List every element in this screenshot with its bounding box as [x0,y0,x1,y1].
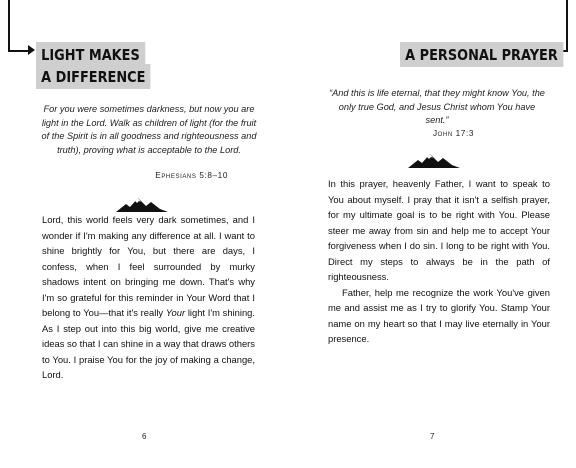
scripture-reference: Ephesians 5:8–10 [155,171,228,180]
mountain-range-icon [116,196,168,212]
page-number: 6 [142,432,147,441]
page-title-line2: A DIFFERENCE [36,64,151,89]
right-page [288,0,576,468]
prayer-paragraph-1: In this prayer, heavenly Father, I want to speak to You about myself. I pray that it isn't a selfish prayer, for my ultimate goal is to be right with You. Please steer me away from sin and help me to accept Your forgiveness when I do sin. I long to be right with You. Direct my steps to always be in the path of righteousness. [328,178,550,282]
prayer-body [328,176,550,347]
scripture-quote: “And this is life eternal, that they might know You, the only true God, and Jesus Christ whom You have sent.” [329,88,545,126]
emphasis-word: Your [165,307,186,318]
scripture-reference: John 17:3 [432,129,474,138]
mountain-range-icon [408,152,460,168]
prayer-body [42,212,255,383]
prayer-paragraph [42,212,255,383]
page-title-line1: LIGHT MAKES [36,42,145,67]
prayer-paragraph-2: Father, help me recognize the work You've given me and assist me as I try to glorify You. Stamp Your name on my heart so that I may live eternally in Your presence. [328,286,550,344]
prayer-text-part1: Lord, this world feels very dark sometimes, and I wonder if I'm making any difference at all. I want to shine brightly for You, but there are days, I confess, when I feel surrounded by murky shadows intent on bringing me down. That's why I'm so grateful for this reminder in Your Word that I belong to You—that it's really [42,214,255,318]
corner-arrow-icon [8,0,30,52]
page-number: 7 [430,432,435,441]
page-title: A PERSONAL PRAYER [400,42,563,67]
prayer-text-part2: light I'm shining. As I step out into this big world, give me creative ideas so that I can shine in a way that draws others to You. I praise You for the joy of making a change, Lord. [42,307,255,380]
scripture-quote: For you were sometimes darkness, but now you are light in the Lord. Walk as children of light (for the fruit of the Spirit is in all goodness and righteousness and truth), proving what is acceptable to the Lord. [41,104,257,155]
arrow-head-icon [28,45,35,55]
